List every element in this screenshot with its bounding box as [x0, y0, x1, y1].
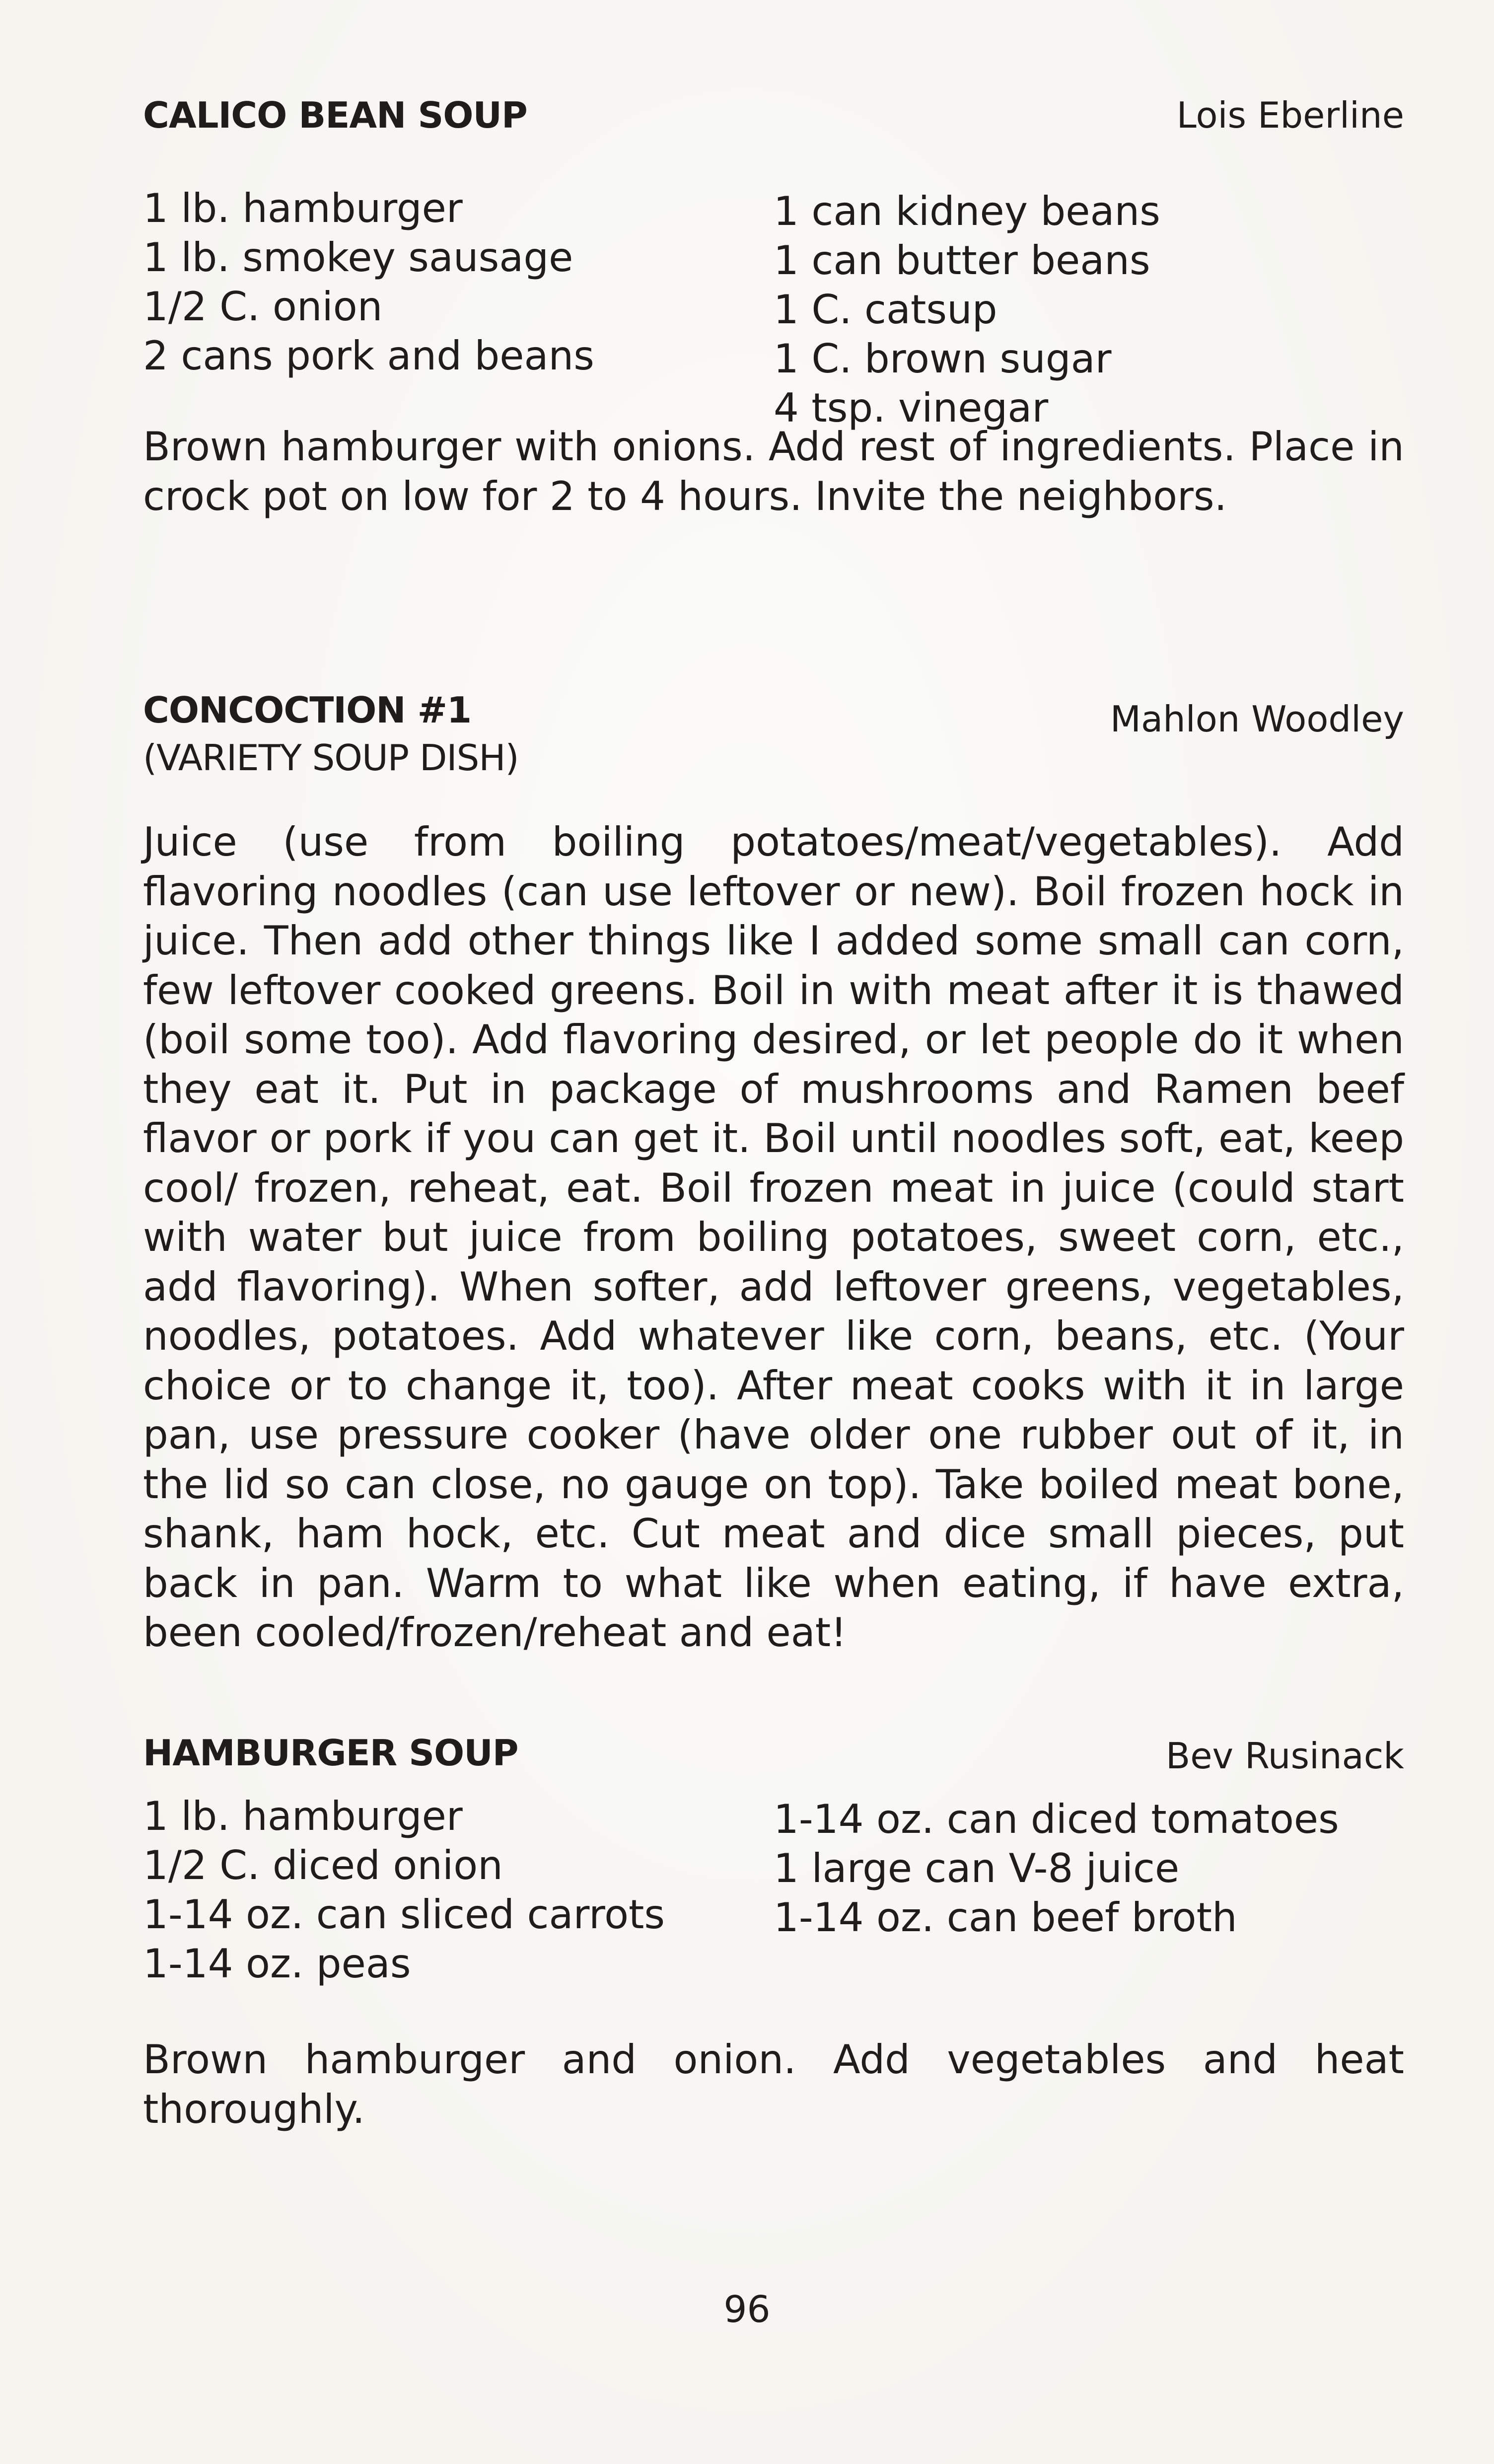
ingredient: 1 can butter beans — [774, 237, 1150, 284]
recipe-title: CONCOCTION #1 — [143, 689, 472, 731]
recipe-author: Bev Rusinack — [1165, 1735, 1404, 1777]
recipe-author: Mahlon Woodley — [1110, 698, 1404, 740]
recipe-header — [143, 1732, 1404, 1792]
recipe-calico-bean-soup — [143, 94, 1404, 521]
recipe-header — [143, 689, 1404, 740]
recipe-directions: Juice (use from boiling potatoes/meat/vegetables). Add flavoring noodles (can use leftover or new). Boil frozen hock in juice. Then add other things like I added some small can corn, few leftover cooked greens. Boil in with meat after it is thawed (boil some too). Add flavoring desired, or let people do it when they eat it. Put in package of mushrooms and Ramen beef flavor or pork if you can get it. Boil until noodles soft, eat, keep cool/ frozen, reheat, eat. Boil frozen meat in juice (could start with water but juice from boiling potatoes, sweet corn, etc., add flavoring). When softer, add leftover greens, vegetables, noodles, potatoes. Add whatever like corn, beans, etc. (Your choice or to change it, too). After meat cooks with it in large pan, use pressure cooker (have older one rubber out of it, in the lid so can close, no gauge on top). Take boiled meat bone, shank, ham hock, etc. Cut meat and dice small pieces, put back in pan. Warm to what like when eating, if have extra, been cooled/frozen/reheat and eat! — [143, 819, 1404, 1656]
ingredient: 1 C. catsup — [774, 287, 997, 333]
recipe-subtitle: (VARIETY SOUP DISH) — [143, 737, 519, 779]
ingredient-column-left — [143, 184, 594, 380]
ingredient: 1/2 C. diced onion — [143, 1842, 503, 1888]
ingredient: 1-14 oz. can sliced carrots — [143, 1891, 665, 1938]
ingredient-column-left — [143, 1792, 665, 1988]
ingredient: 1-14 oz. peas — [143, 1941, 411, 1987]
recipe-directions: Brown hamburger with onions. Add rest of ingredients. Place in crock pot on low for 2 to 4 hours. Invite the neighbors. — [143, 424, 1404, 519]
ingredient-column-right — [774, 187, 1160, 433]
ingredient: 1-14 oz. can diced tomatoes — [774, 1796, 1339, 1842]
ingredient: 1 can kidney beans — [774, 188, 1160, 234]
recipe-author: Lois Eberline — [1176, 94, 1404, 136]
ingredient: 1 lb. hamburger — [143, 1793, 463, 1839]
recipe-directions: Brown hamburger and onion. Add vegetables and heat thoroughly. — [143, 2036, 1404, 2132]
recipe-header — [143, 94, 1404, 154]
ingredient-list — [143, 1792, 1404, 2005]
ingredient: 1 C. brown sugar — [774, 336, 1112, 382]
recipe-hamburger-soup — [143, 1732, 1404, 2134]
recipe-title: CALICO BEAN SOUP — [143, 94, 527, 136]
page-number: 96 — [723, 2288, 771, 2331]
ingredient: 1 lb. smokey sausage — [143, 234, 573, 281]
ingredient: 4 tsp. vinegar — [774, 385, 1049, 431]
ingredient: 1 large can V-8 juice — [774, 1845, 1180, 1891]
ingredient-column-right — [774, 1795, 1339, 1942]
ingredient: 1-14 oz. can beef broth — [774, 1894, 1237, 1941]
ingredient-list — [143, 184, 1404, 432]
recipe-title: HAMBURGER SOUP — [143, 1732, 518, 1774]
recipe-concoction-1 — [143, 689, 1404, 1658]
ingredient: 1/2 C. onion — [143, 284, 383, 330]
ingredient: 1 lb. hamburger — [143, 185, 463, 231]
ingredient: 2 cans pork and beans — [143, 333, 594, 379]
